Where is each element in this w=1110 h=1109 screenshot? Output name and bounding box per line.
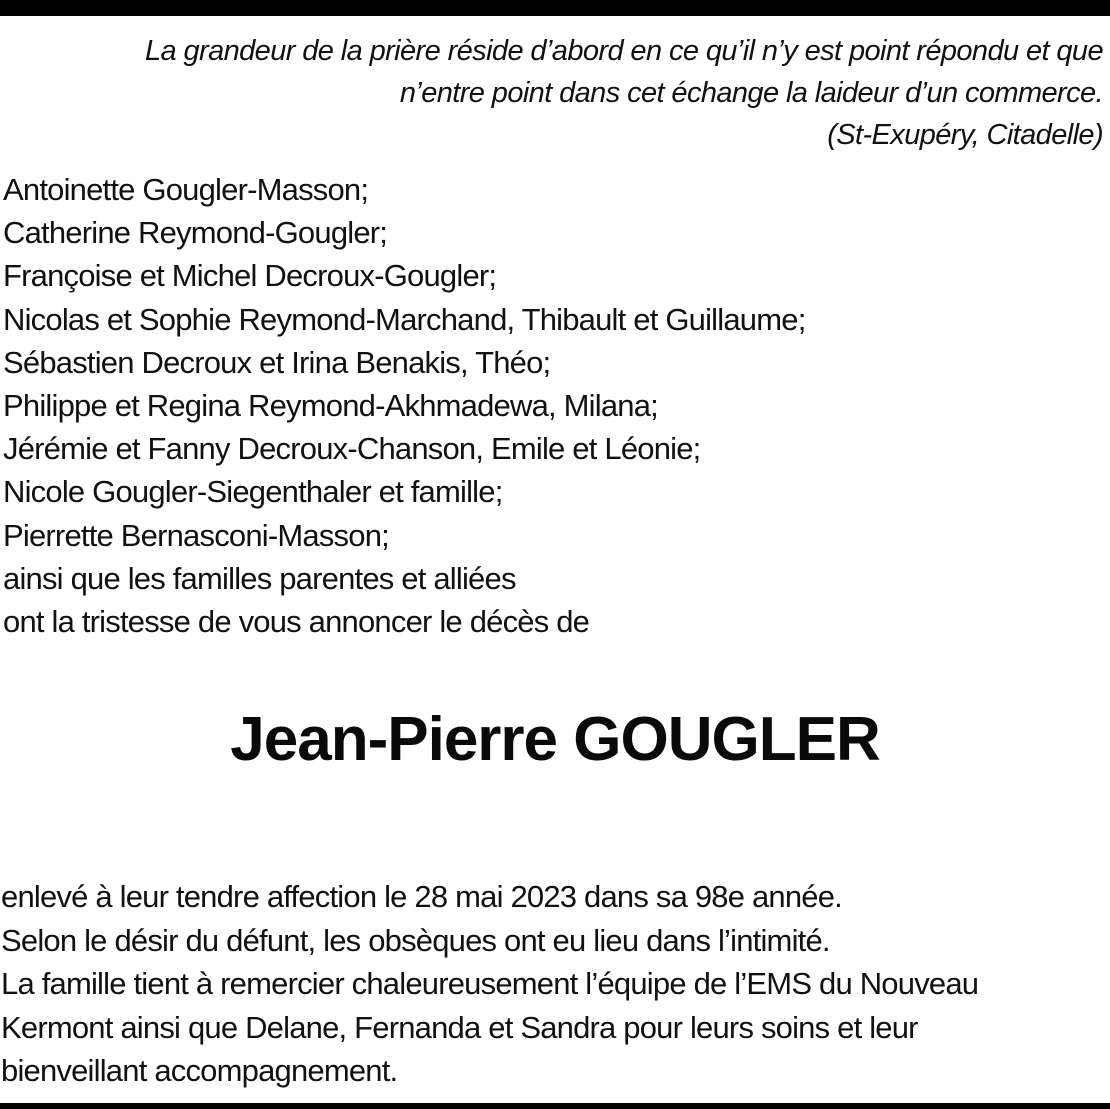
quote-line: La grandeur de la prière réside d’abord en ce qu’il n’y est point répondu et que — [144, 35, 1103, 67]
closing-line: Selon le désir du défunt, les obsèques ont eu lieu dans l’intimité. — [1, 922, 830, 958]
mourner-line: Philippe et Regina Reymond-Akhmadewa, Milana; — [3, 388, 658, 424]
mourner-line: Sébastien Decroux et Irina Benakis, Théo; — [3, 344, 551, 380]
mourner-line: Pierrette Bernasconi-Masson; — [3, 517, 389, 553]
mourner-line: Jérémie et Fanny Decroux-Chanson, Emile et Léonie; — [3, 431, 701, 467]
closing-line: bienveillant accompagnement. — [1, 1053, 398, 1088]
mourners-list — [3, 168, 1103, 643]
closing-line: enlevé à leur tendre affection le 28 mai 2023 dans sa 98e année. — [1, 879, 842, 914]
epigraph-quote — [10, 30, 1103, 156]
deceased-name: Jean-Pierre GOUGLER — [230, 705, 880, 774]
mourner-line: Catherine Reymond-Gougler; — [3, 215, 388, 251]
bottom-rule — [0, 1103, 1110, 1109]
mourner-line: Nicole Gougler-Siegenthaler et famille; — [3, 474, 503, 510]
closing-line: Kermont ainsi que Delane, Fernanda et Sandra pour leurs soins et leur — [1, 1009, 918, 1045]
top-rule — [0, 0, 1110, 16]
closing-line: La famille tient à remercier chaleureusement l’équipe de l’EMS du Nouveau — [1, 966, 979, 1001]
quote-attribution: (St-Exupéry, Citadelle) — [827, 119, 1103, 151]
mourner-line: Antoinette Gougler-Masson; — [3, 172, 369, 207]
closing-text — [1, 875, 1101, 1093]
announcement-line: ont la tristesse de vous annoncer le décès de — [3, 604, 590, 640]
mourner-line: Françoise et Michel Decroux-Gougler; — [3, 258, 497, 294]
families-line: ainsi que les familles parentes et alliées — [3, 560, 516, 596]
mourner-line: Nicolas et Sophie Reymond-Marchand, Thibault et Guillaume; — [3, 301, 806, 337]
quote-line: n’entre point dans cet échange la laideur d’un commerce. — [399, 77, 1103, 109]
